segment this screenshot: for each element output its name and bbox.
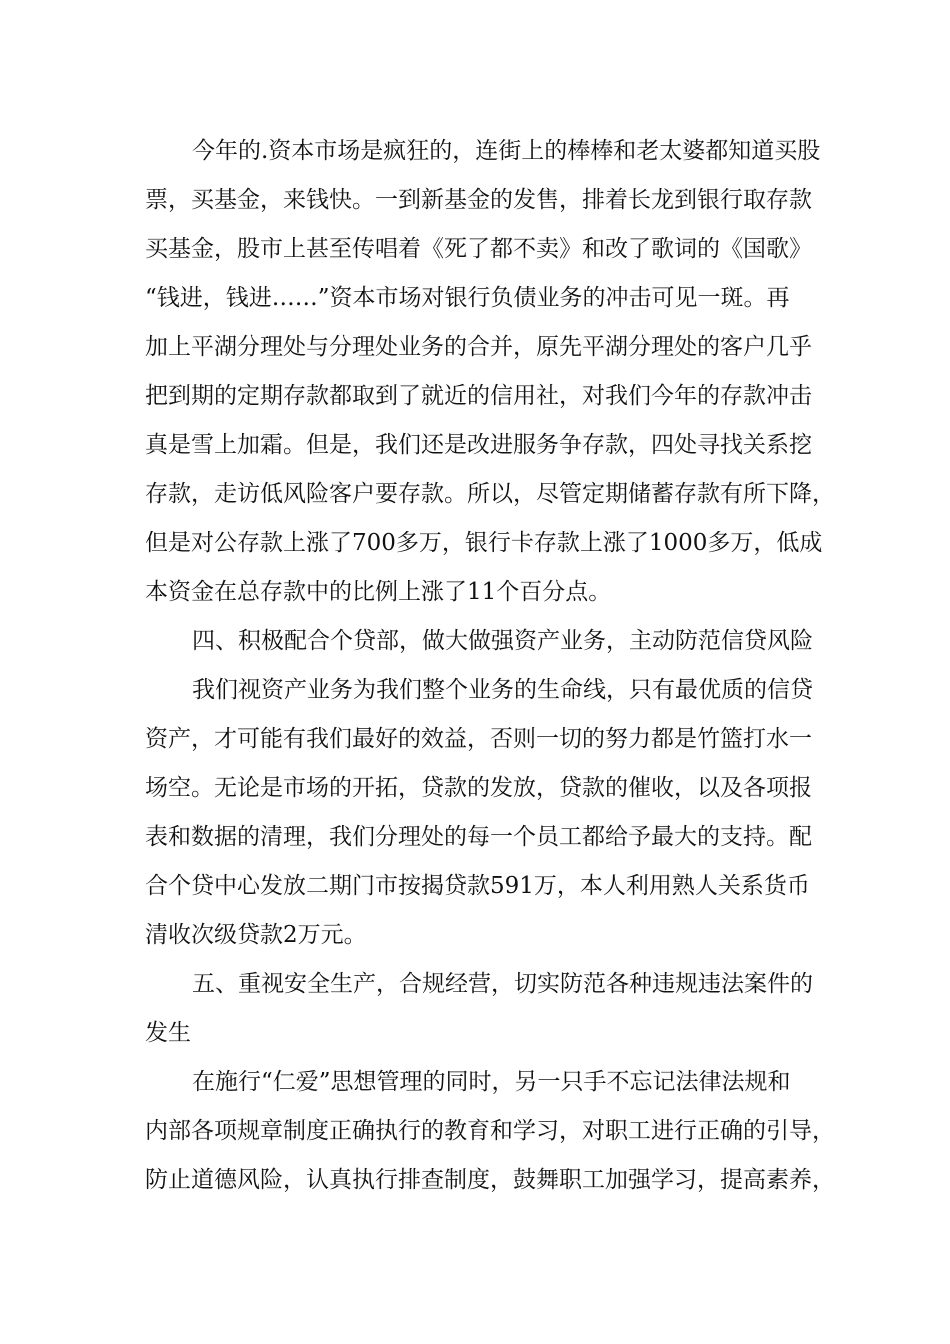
text-line: 今年的.资本市场是疯狂的，连街上的棒棒和老太婆都知道买股 [192, 138, 821, 164]
text-line: 把到期的定期存款都取到了就近的信用社，对我们今年的存款冲击 [145, 383, 812, 409]
text-line: “钱进，钱进……”资本市场对银行负债业务的冲击可见一斑。再 [145, 285, 790, 311]
text-line: 场空。无论是市场的开拓，贷款的发放，贷款的催收，以及各项报 [145, 775, 812, 801]
text-line: 票，买基金，来钱快。一到新基金的发售，排着长龙到银行取存款 [145, 187, 812, 213]
text-line: 资产，才可能有我们最好的效益，否则一切的努力都是竹篮打水一 [145, 726, 812, 752]
text-line: 在施行“仁爱”思想管理的同时，另一只手不忘记法律法规和 [192, 1069, 791, 1095]
text-line: 买基金，股市上甚至传唱着《死了都不卖》和改了歌词的《国歌》 [145, 236, 812, 262]
text-line: 加上平湖分理处与分理处业务的合并，原先平湖分理处的客户几乎 [145, 334, 812, 360]
text-line: 本资金在总存款中的比例上涨了11个百分点。 [145, 579, 612, 605]
text-line: 我们视资产业务为我们整个业务的生命线，只有最优质的信贷 [192, 677, 813, 703]
section-heading: 五、重视安全生产，合规经营，切实防范各种违规违法案件的 [192, 971, 813, 997]
section-heading: 四、积极配合个贷部，做大做强资产业务，主动防范信贷风险 [192, 628, 813, 654]
text-line: 防止道德风险，认真执行排查制度，鼓舞职工加强学习，提高素养， [145, 1167, 835, 1193]
text-line: 清收次级贷款2万元。 [145, 922, 367, 948]
text-line: 内部各项规章制度正确执行的教育和学习，对职工进行正确的引导， [145, 1118, 835, 1144]
text-line: 但是对公存款上涨了700多万，银行卡存款上涨了1000多万，低成 [145, 530, 823, 556]
text-line: 真是雪上加霜。但是，我们还是改进服务争存款，四处寻找关系挖 [145, 432, 812, 458]
text-line: 存款，走访低风险客户要存款。所以，尽管定期储蓄存款有所下降， [145, 481, 835, 507]
text-line: 合个贷中心发放二期门市按揭贷款591万，本人利用熟人关系货币 [145, 873, 810, 899]
section-heading-continued: 发生 [145, 1020, 191, 1046]
text-line: 表和数据的清理，我们分理处的每一个员工都给予最大的支持。配 [145, 824, 812, 850]
